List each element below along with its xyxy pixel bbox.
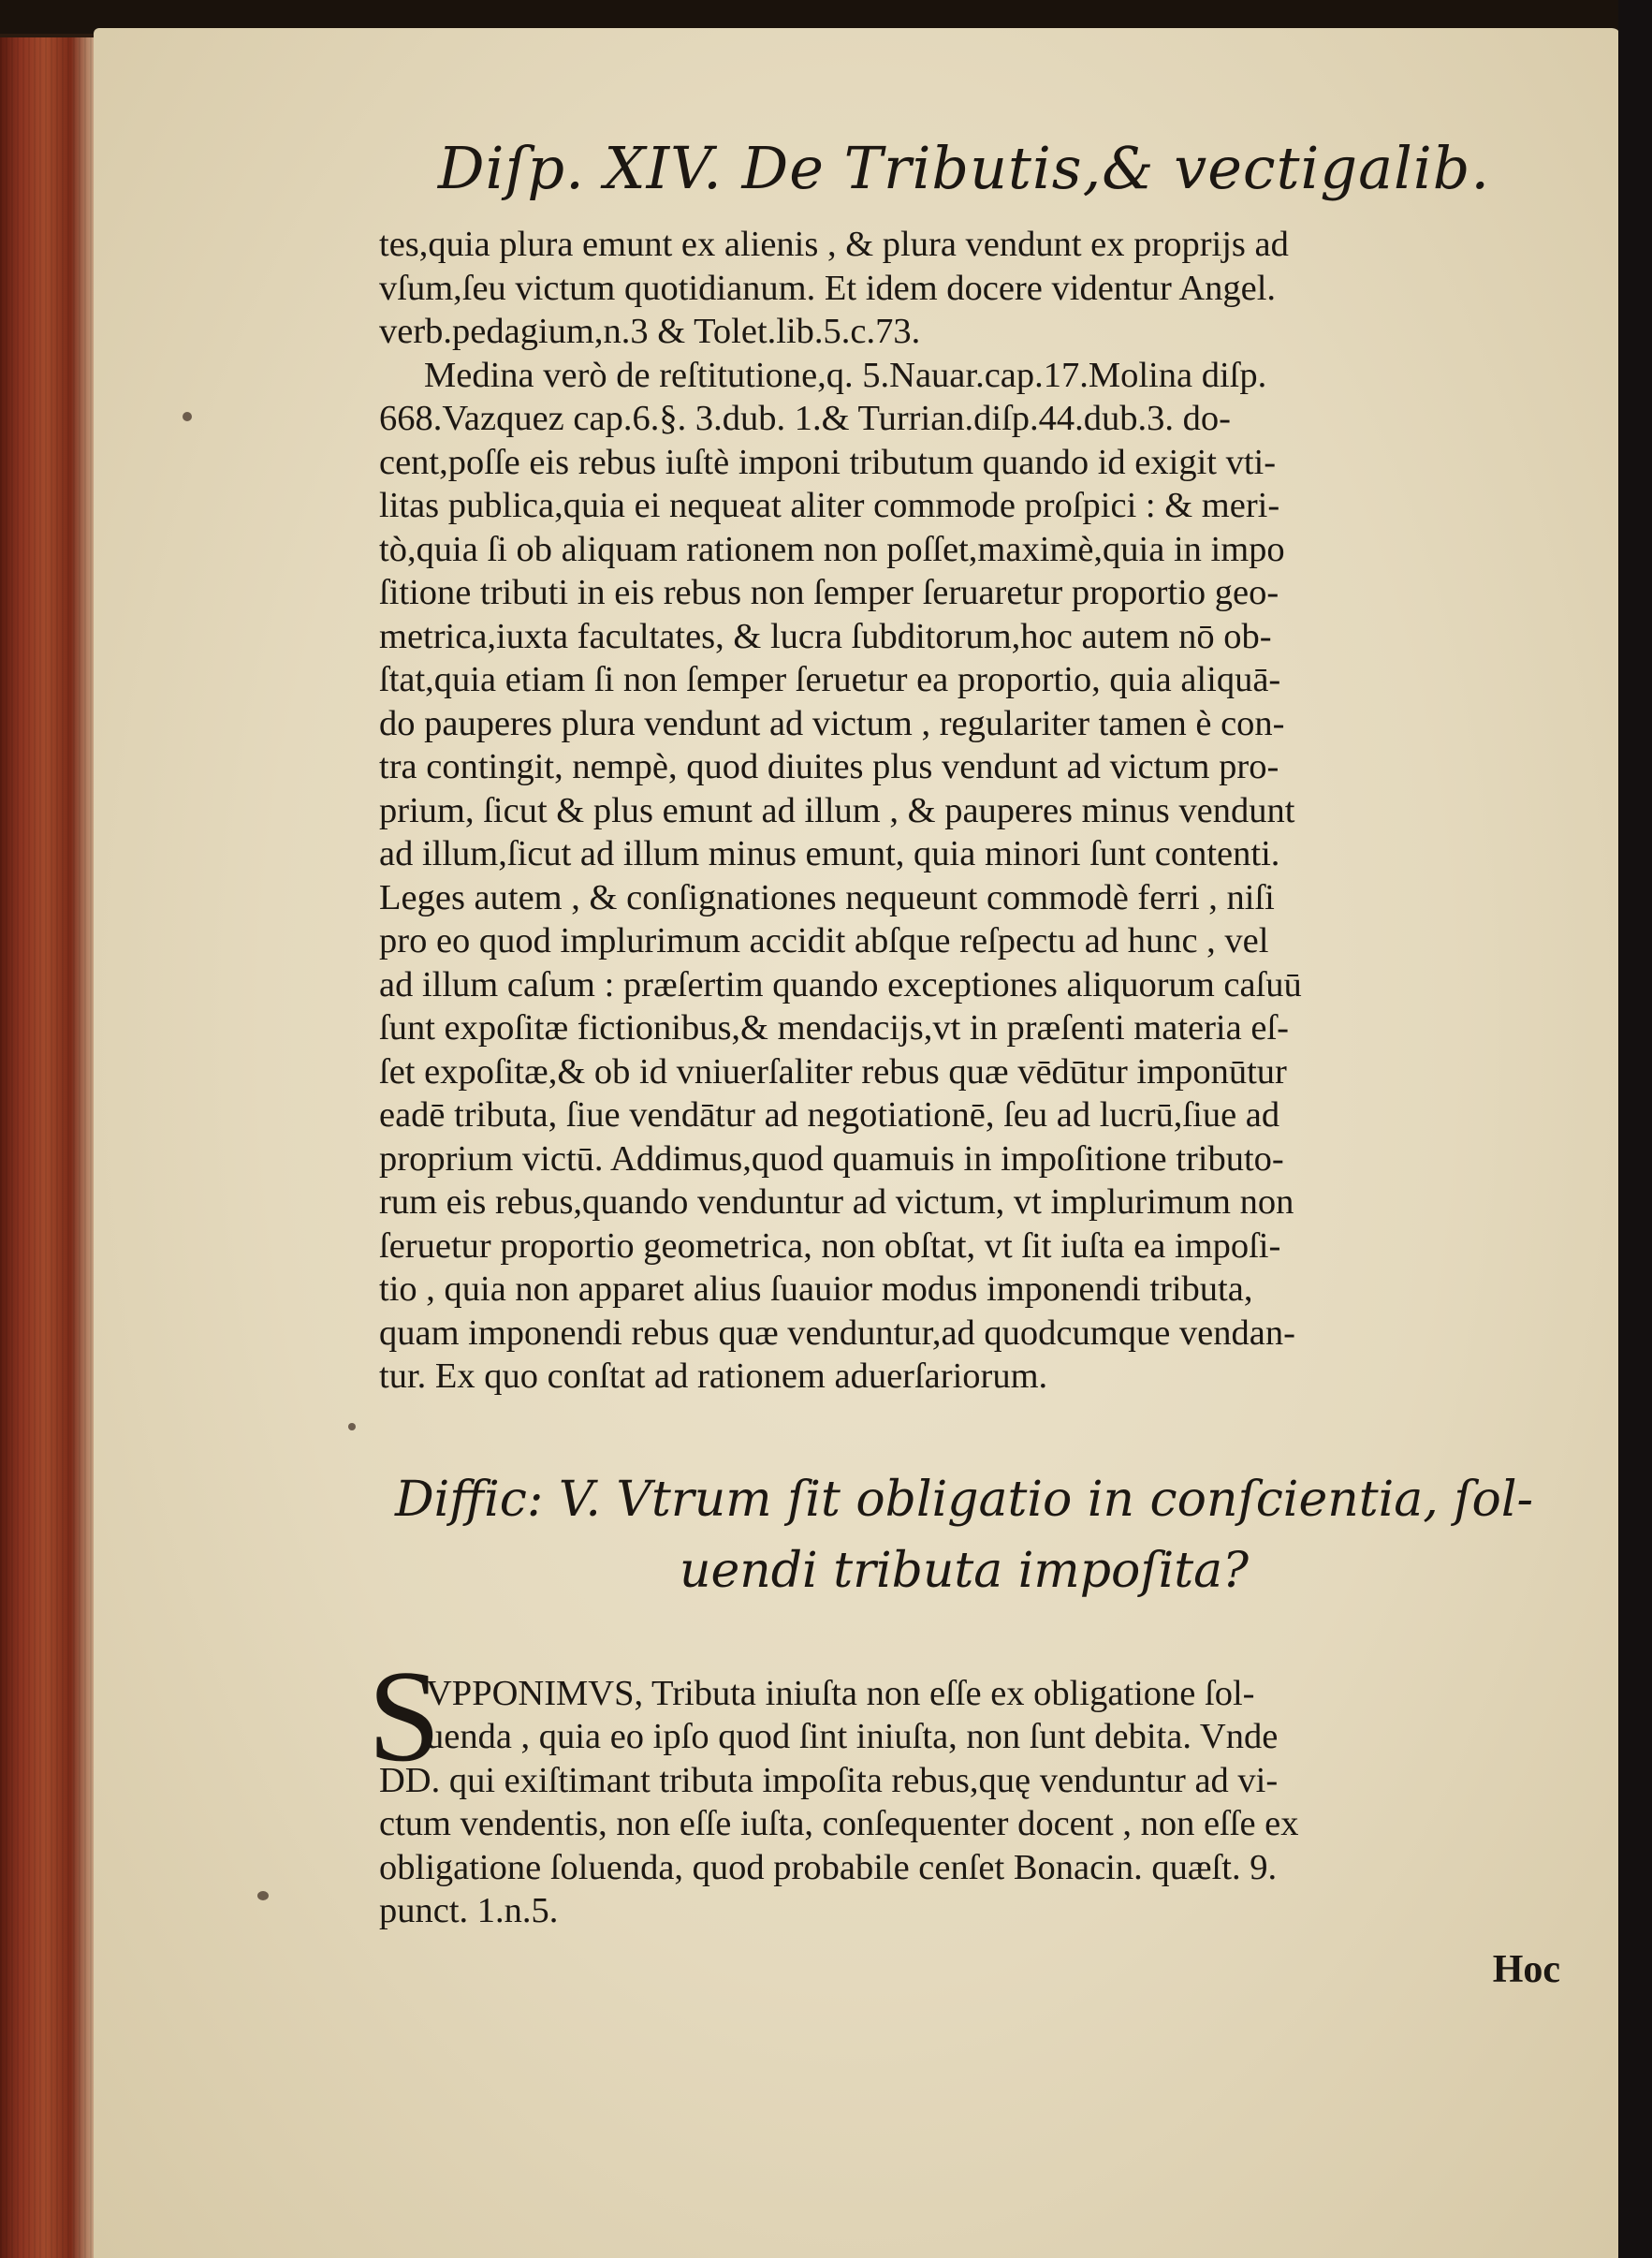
heading-line: Diffic: V. Vtrum ſit obligatio in conſcientia, ſol-: [394, 1471, 1534, 1528]
difficulty-heading: [379, 1464, 1549, 1606]
text-line: litas publica,quia ei nequeat aliter commode proſpici : & meri-: [379, 486, 1280, 525]
text-line: metrica,iuxta facultates, & lucra ſubditorum,hoc autem nō ob-: [379, 616, 1272, 656]
text-line: uenda , quia eo ipſo quod ſint iniuſta, non ſunt debita. Vnde: [426, 1717, 1279, 1756]
text-line: 668.Vazquez cap.6.§. 3.dub. 1.& Turrian.diſp.44.dub.3. do-: [379, 399, 1231, 438]
text-line: ſet expoſitæ,& ob id vniuerſaliter rebus quæ vēdūtur imponūtur: [379, 1051, 1287, 1092]
text-line: tes,quia plura emunt ex alienis , & plura vendunt ex proprijs ad: [379, 225, 1289, 264]
text-line: verb.pedagium,n.3 & Tolet.lib.5.c.73.: [379, 312, 921, 351]
drop-cap: S: [368, 1643, 441, 1789]
text-line: ſunt expoſitæ fictionibus,& mendacijs,vt in præſenti materia eſ-: [379, 1008, 1289, 1048]
text-line: ctum vendentis, non eſſe iuſta, conſequenter docent , non eſſe ex: [379, 1804, 1299, 1843]
text-line: pro eo quod implurimum accidit abſque reſpectu ad hunc , vel: [379, 921, 1269, 960]
text-line: DD. qui exiſtimant tributa impoſita rebus,quę venduntur ad vi-: [379, 1760, 1279, 1800]
text-line: tur. Ex quo conſtat ad rationem aduerſariorum.: [379, 1356, 1048, 1396]
text-line: VPPONIMVS, Tributa iniuſta non eſſe ex obligatione ſol-: [426, 1673, 1255, 1713]
text-line: tra contingit, nempè, quod diuites plus vendunt ad victum pro-: [379, 747, 1279, 786]
ink-spot: [257, 1891, 269, 1900]
text-line: rum eis rebus,quando venduntur ad victum, vt implurimum non: [379, 1182, 1294, 1222]
text-line: punct. 1.n.5.: [379, 1891, 559, 1930]
running-header: Diſp. XIV. De Tributis,& vectigalib.: [437, 134, 1491, 202]
text-line: do pauperes plura vendunt ad victum , regulariter tamen è con-: [379, 703, 1285, 743]
ink-spot: [183, 412, 192, 421]
text-line: ſitione tributi in eis rebus non ſemper ſeruaretur proportio geo-: [379, 573, 1279, 612]
text-line: obligatione ſoluenda, quod probabile cenſet Bonacin. quæſt. 9.: [379, 1847, 1278, 1887]
text-line: ad illum,ſicut ad illum minus emunt, quia minori ſunt contenti.: [379, 834, 1280, 873]
paragraph-1: [379, 223, 1549, 354]
text-line: ad illum caſum : præſertim quando exceptiones aliquorum caſuū: [379, 964, 1302, 1004]
catchword: Hoc: [1492, 1948, 1560, 1991]
text-line: vſum,ſeu victum quotidianum. Et idem docere videntur Angel.: [379, 268, 1277, 308]
text-line: ſtat,quia etiam ſi non ſemper ſeruetur ea proportio, quia aliquā-: [379, 660, 1281, 699]
ink-spot: [348, 1423, 356, 1430]
text-line: ſeruetur proportio geometrica, non obſtat, vt ſit iuſta ea impoſi-: [379, 1225, 1281, 1266]
text-line: Leges autem , & conſignationes nequeunt commodè ferri , niſi: [379, 877, 1275, 917]
paragraph-3: [368, 1643, 1549, 1933]
text-line: eadē tributa, ſiue vendātur ad negotiationē, ſeu ad lucrū,ſiue ad: [379, 1095, 1280, 1135]
text-line: Medina verò de reſtitutione,q. 5.Nauar.cap.17.Molina diſp.: [424, 355, 1267, 395]
paragraph-2: [379, 354, 1549, 1399]
page-edge: [0, 37, 101, 2258]
text-line: tò,quia ſi ob aliquam rationem non poſſet,maximè,quia in impo: [379, 529, 1285, 569]
heading-line: uendi tributa impoſita?: [680, 1542, 1249, 1599]
text-line: tio , quia non apparet alius ſuauior modus imponendi tributa,: [379, 1269, 1253, 1309]
text-line: prium, ſicut & plus emunt ad illum , & pauperes minus vendunt: [379, 790, 1295, 830]
text-line: cent,poſſe eis rebus iuſtè imponi tributum quando id exigit vti-: [379, 442, 1277, 482]
page-text: [368, 131, 1549, 1933]
text-line: quam imponendi rebus quæ venduntur,ad quodcumque vendan-: [379, 1312, 1295, 1353]
text-line: proprium victū. Addimus,quod quamuis in impoſitione tributo-: [379, 1138, 1284, 1179]
scan-background-right: [1618, 0, 1652, 2258]
